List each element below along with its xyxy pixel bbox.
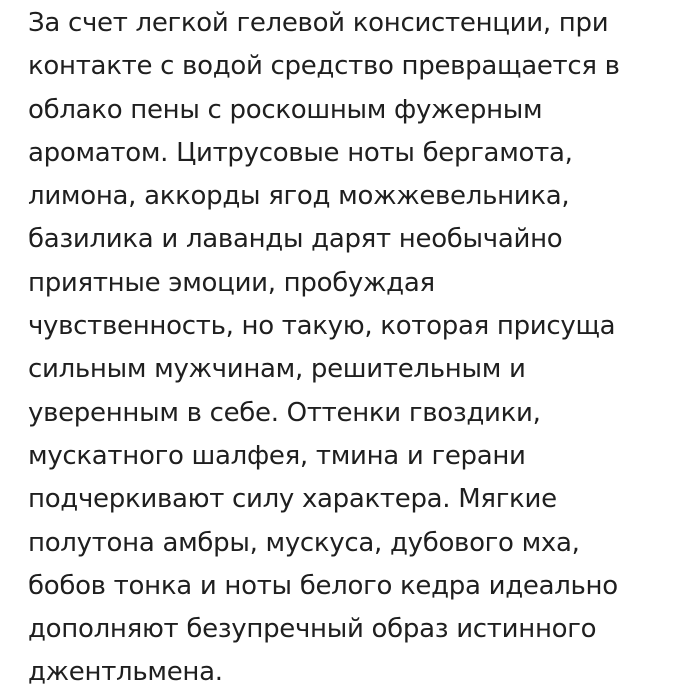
text-line: мускатного шалфея, тмина и герани: [28, 440, 526, 471]
text-line: дополняют безупречный образ истинного: [28, 614, 597, 645]
text-line: облако пены с роскошным фужерным: [28, 94, 543, 125]
text-line: бобов тонка и ноты белого кедра идеально: [28, 570, 618, 601]
text-line: контакте с водой средство превращается в: [28, 51, 620, 82]
text-line: сильным мужчинам, решительным и: [28, 354, 526, 385]
text-paragraph: [28, 2, 668, 695]
text-line: полутона амбры, мускуса, дубового мха,: [28, 527, 580, 558]
text-line: За счет легкой гелевой консистенции, при: [28, 8, 609, 38]
text-line: подчеркивают силу характера. Мягкие: [28, 484, 557, 515]
text-line: уверенным в себе. Оттенки гвоздики,: [28, 397, 541, 428]
text-line: чувственность, но такую, которая присуща: [28, 311, 616, 342]
text-line: приятные эмоции, пробуждая: [28, 267, 435, 298]
text-line: базилика и лаванды дарят необычайно: [28, 224, 563, 255]
text-line: ароматом. Цитрусовые ноты бергамота,: [28, 137, 573, 168]
text-line: джентльмена.: [28, 657, 223, 688]
text-line: лимона, аккорды ягод можжевельника,: [28, 181, 570, 212]
